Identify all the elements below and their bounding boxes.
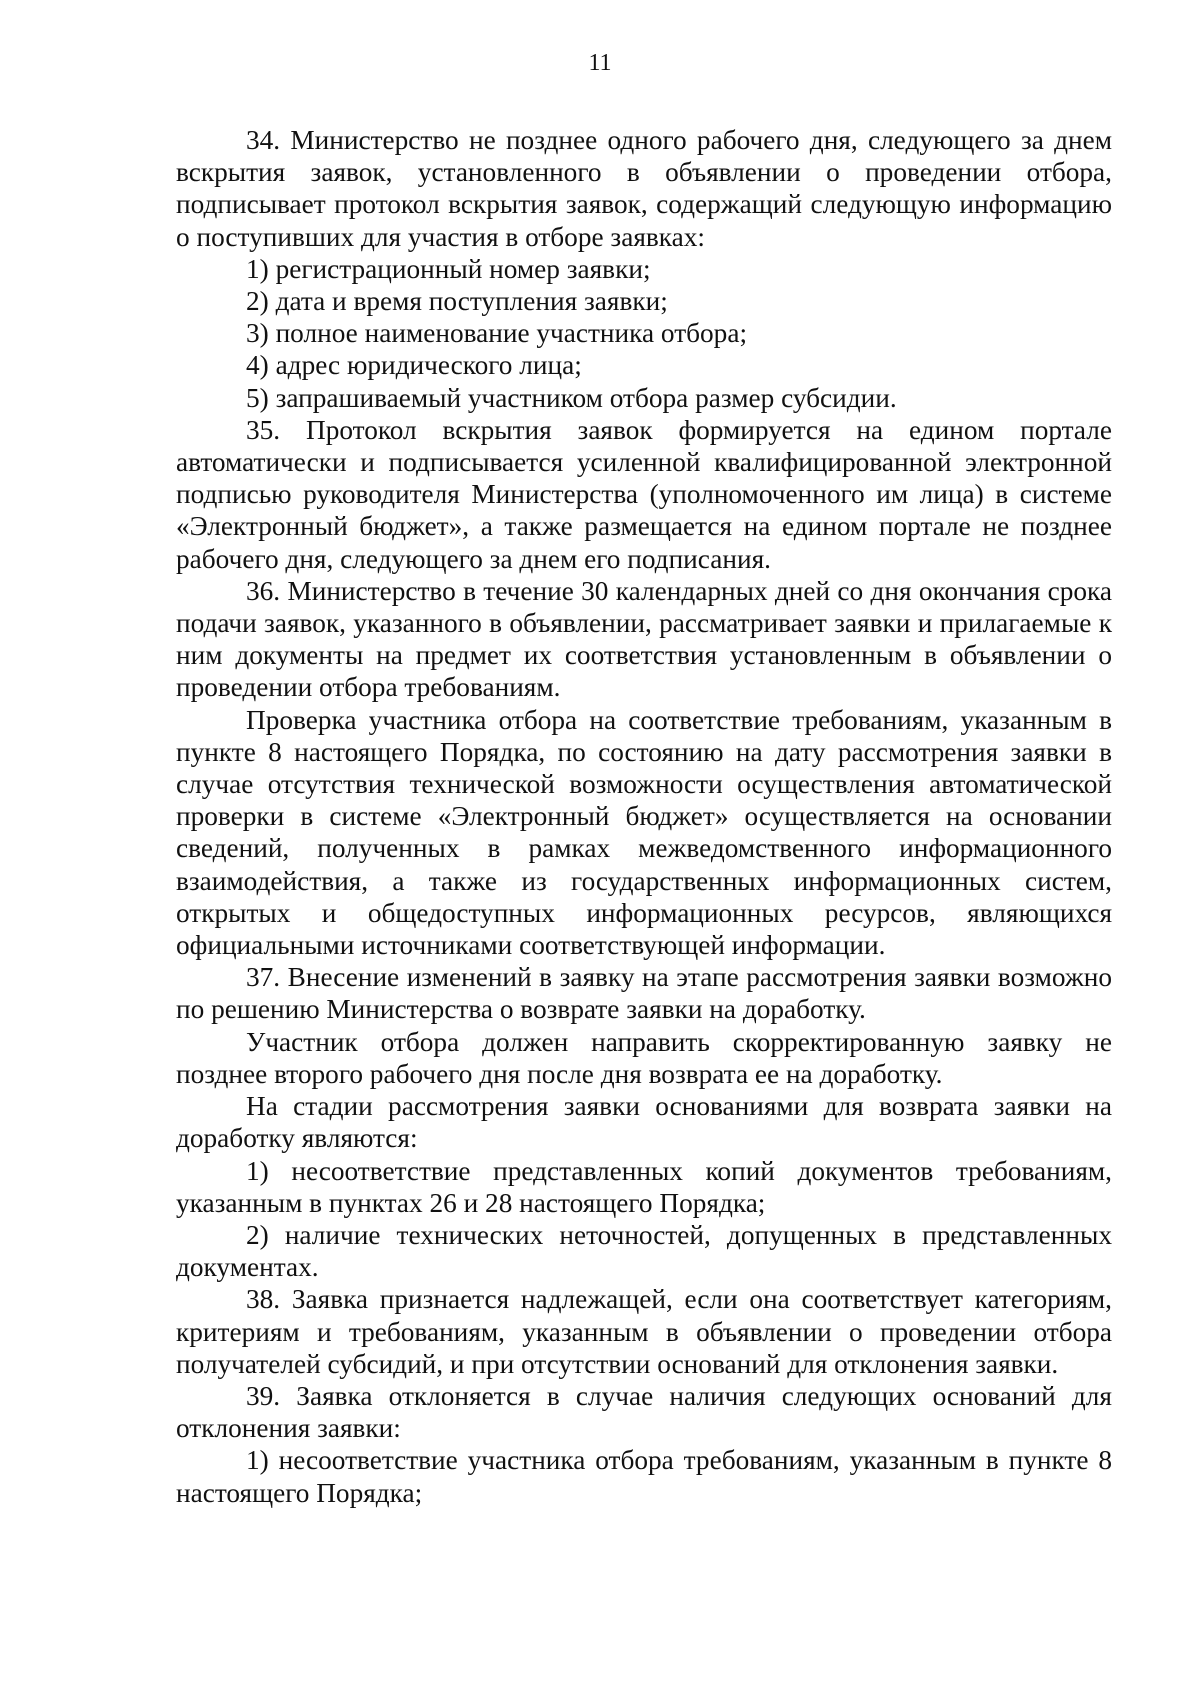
list-item-full-name: 3) полное наименование участника отбора;	[246, 318, 748, 349]
paragraph-35: 35. Протокол вскрытия заявок формируется на едином портале автоматически и подписывается усиленной квалифицированной электронной подписью руководителя Министерства (уполномоченного им лица) в системе «Электронный бюджет», а также размещается на едином портале не позднее рабочего дня, следующего за днем его подписания.	[176, 414, 1112, 574]
paragraph-37: 37. Внесение изменений в заявку на этапе рассмотрения заявки возможно по решению Министерства о возврате заявки на доработку.	[176, 962, 1112, 1025]
list-item-registration-number: 1) регистрационный номер заявки;	[246, 253, 651, 284]
document-body	[176, 124, 1112, 1509]
list-item-technical-errors: 2) наличие технических неточностей, допущенных в представленных документах.	[176, 1219, 1112, 1283]
paragraph-verification: Проверка участника отбора на соответствие требованиям, указанным в пункте 8 настоящего Порядка, по состоянию на дату рассмотрения заявки в случае отсутствия технической возможности осуществления автоматической проверки в системе «Электронный бюджет» осуществляется на основании сведений, полученных в рамках межведомственного информационного взаимодействия, а также из государственных информационных систем, открытых и общедоступных информационных ресурсов, являющихся официальными источниками соответствующей информации.	[176, 704, 1112, 961]
list-item-participant-mismatch: 1) несоответствие участника отбора требованиям, указанным в пункте 8 настоящего Порядка;	[176, 1445, 1112, 1508]
paragraph-38: 38. Заявка признается надлежащей, если она соответствует категориям, критериям и требованиям, указанным в объявлении о проведении отбора получателей субсидий, и при отсутствии оснований для отклонения заявки.	[176, 1284, 1112, 1379]
paragraph-39: 39. Заявка отклоняется в случае наличия следующих оснований для отклонения заявки:	[176, 1380, 1112, 1444]
list-item-subsidy-amount: 5) запрашиваемый участником отбора размер субсидии.	[246, 382, 897, 413]
paragraph-resubmission: Участник отбора должен направить скорректированную заявку не позднее второго рабочего дня после дня возврата ее на доработку.	[176, 1026, 1112, 1089]
list-item-legal-address: 4) адрес юридического лица;	[246, 350, 582, 381]
paragraph-34: 34. Министерство не позднее одного рабочего дня, следующего за днем вскрытия заявок, установленного в объявлении о проведении отбора, подписывает протокол вскрытия заявок, содержащий следующую информацию о поступивших для участия в отборе заявках:	[176, 125, 1112, 252]
list-item-date-time: 2) дата и время поступления заявки;	[246, 286, 668, 317]
paragraph-return-grounds: На стадии рассмотрения заявки основаниями для возврата заявки на доработку являются:	[176, 1091, 1112, 1154]
paragraph-36: 36. Министерство в течение 30 календарных дней со дня окончания срока подачи заявок, указанного в объявлении, рассматривает заявки и прилагаемые к ним документы на предмет их соответствия установленным в объявлении о проведении отбора требованиям.	[176, 575, 1112, 703]
list-item-copies-mismatch: 1) несоответствие представленных копий документов требованиям, указанным в пунктах 26 и 28 настоящего Порядка;	[176, 1155, 1112, 1218]
page-number: 11	[588, 50, 612, 76]
